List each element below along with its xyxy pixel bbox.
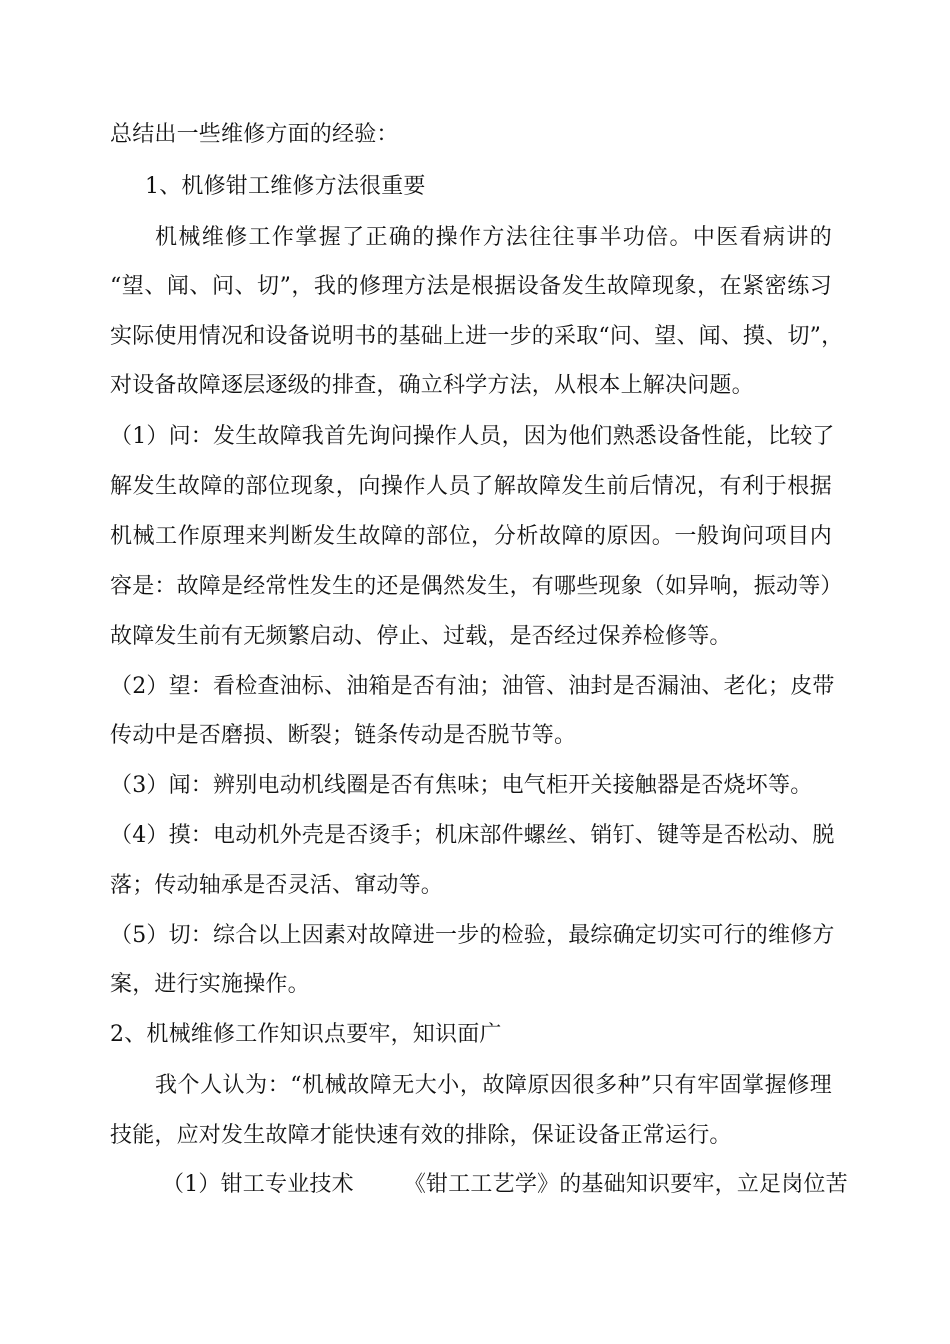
section-heading: 1、机修钳工维修方法很重要	[145, 174, 426, 199]
paragraph-line: 机械维修工作掌握了正确的操作方法往往事半功倍。中医看病讲的	[155, 225, 832, 250]
paragraph-line: 我个人认为：“机械故障无大小，故障原因很多种”只有牢固掌握修理	[155, 1073, 832, 1098]
paragraph-line: “望、闻、问、切”，我的修理方法是根据设备发生故障现象，在紧密练习	[110, 274, 832, 299]
paragraph-line: 传动中是否磨损、断裂；链条传动是否脱节等。	[110, 723, 577, 748]
list-item-line: （4）摸：电动机外壳是否烫手；机床部件螺丝、销钉、键等是否松动、脱	[110, 823, 835, 848]
list-item-text: 《钳工工艺学》的基础知识要牢，立足岗位苦	[403, 1172, 848, 1197]
text-line: 总结出一些维修方面的经验：	[110, 122, 399, 147]
paragraph-line: 实际使用情况和设备说明书的基础上进一步的采取“问、望、闻、摸、切”，	[110, 324, 844, 349]
paragraph-line: 容是：故障是经常性发生的还是偶然发生，有哪些现象（如异响，振动等）	[110, 574, 843, 599]
paragraph-line: 案，进行实施操作。	[110, 972, 310, 997]
list-item-line	[162, 1170, 848, 1200]
list-item-line: （3）闻：辨别电动机线圈是否有焦味；电气柜开关接触器是否烧坏等。	[110, 773, 813, 798]
paragraph-line: 解发生故障的部位现象，向操作人员了解故障发生前后情况，有利于根据	[110, 474, 832, 499]
list-item-line: （2）望：看检查油标、油箱是否有油；油管、油封是否漏油、老化；皮带	[110, 674, 835, 699]
list-item-label: （1）钳工专业技术	[162, 1172, 354, 1197]
paragraph-line: 机械工作原理来判断发生故障的部位，分析故障的原因。一般询问项目内	[110, 524, 832, 549]
section-heading: 2、机械维修工作知识点要牢，知识面广	[110, 1022, 502, 1047]
paragraph-line: 落；传动轴承是否灵活、窜动等。	[110, 873, 444, 898]
list-item-line: （5）切：综合以上因素对故障进一步的检验，最综确定切实可行的维修方	[110, 923, 835, 948]
paragraph-line: 故障发生前有无频繁启动、停止、过载，是否经过保养检修等。	[110, 624, 732, 649]
paragraph-line: 技能，应对发生故障才能快速有效的排除，保证设备正常运行。	[110, 1123, 732, 1148]
list-item-line: （1）问：发生故障我首先询问操作人员，因为他们熟悉设备性能，比较了	[110, 424, 835, 449]
paragraph-line: 对设备故障逐层逐级的排查，确立科学方法，从根本上解决问题。	[110, 373, 754, 398]
